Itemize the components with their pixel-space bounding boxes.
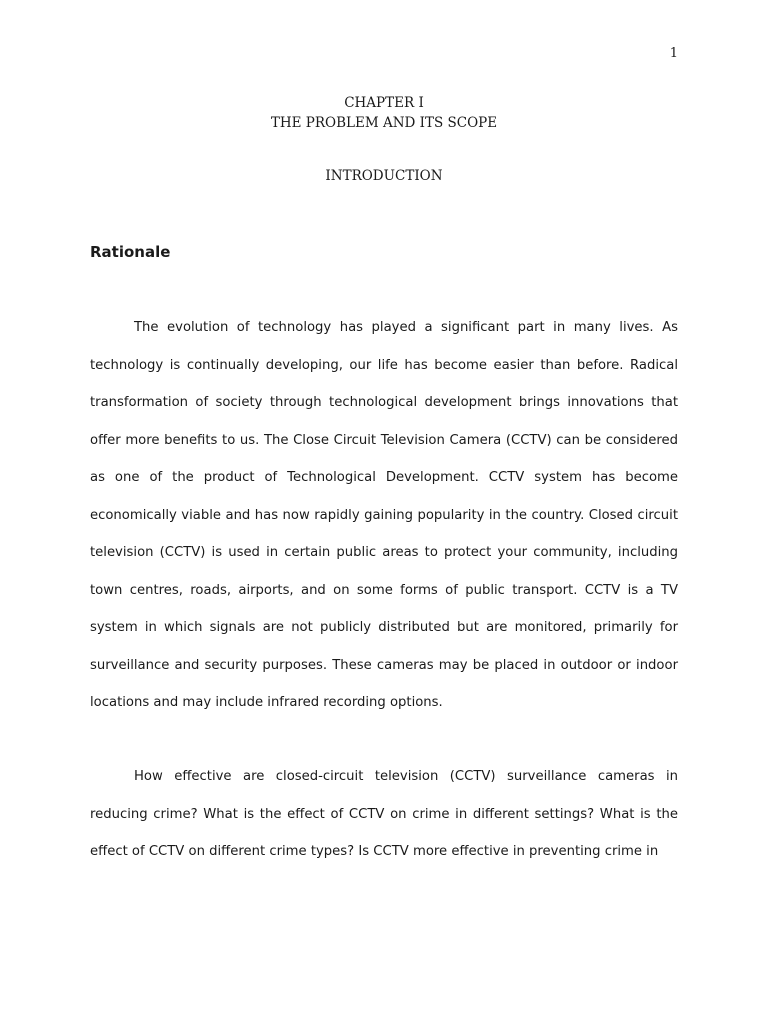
chapter-title: THE PROBLEM AND ITS SCOPE: [270, 115, 498, 131]
chapter-heading: [0, 93, 768, 133]
section-heading-rationale: Rationale: [90, 243, 171, 261]
introduction-heading: INTRODUCTION: [325, 168, 443, 184]
body-paragraph-2: How effective are closed-circuit television (CCTV) surveillance cameras in reducing crime? What is the effect of CCTV on crime in different settings? What is the effect of CCTV on different crime types? Is CCTV more effective in preventing crime in: [90, 769, 678, 859]
page-number: 1: [669, 46, 678, 61]
body-paragraph-1: The evolution of technology has played a significant part in many lives. As technology is continually developing, our life has become easier than before. Radical transformation of society through technological development brings innovations that offer more benefits to us. The Close Circuit Television Camera (CCTV) can be considered as one of the product of Technological Development. CCTV system has become economically viable and has now rapidly gaining popularity in the country. Closed circuit television (CCTV) is used in certain public areas to protect your community, including town centres, roads, airports, and on some forms of public transport. CCTV is a TV system in which signals are not publicly distributed but are monitored, primarily for surveillance and security purposes. These cameras may be placed in outdoor or indoor locations and may include infrared recording options.: [90, 320, 678, 710]
chapter-label: CHAPTER I: [344, 95, 424, 111]
